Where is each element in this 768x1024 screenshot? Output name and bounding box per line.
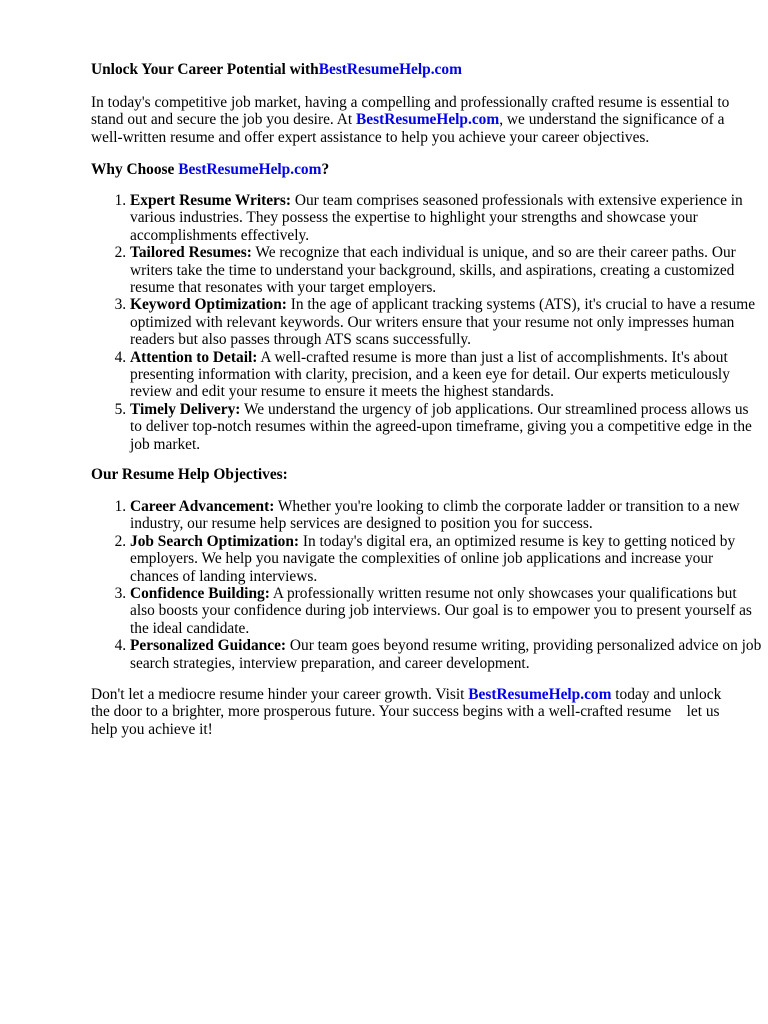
list-item-text: A professionally written resume not only showcases your qualifications but also boosts your confidence during job interviews. Our goal is to empower you to present yourself as the ideal candidate. <box>130 585 752 637</box>
intro-text-before: In today's competitive job market, having a compelling and professionally crafted resume is essential to stand out and secure the job you desire. At <box>91 94 730 129</box>
why-choose-list <box>91 192 762 453</box>
closing-link[interactable]: BestResumeHelp.com <box>468 686 612 703</box>
objectives-heading: Our Resume Help Objectives: <box>91 466 288 483</box>
list-item-text: Whether you're looking to climb the corporate ladder or transition to a new industry, our resume help services are designed to position you for success. <box>130 498 740 533</box>
list-item-term: Tailored Resumes: <box>130 244 252 262</box>
list-item-text: We recognize that each individual is unique, and so are their career paths. Our writers take the time to understand your background, skills, and aspirations, creating a customized resume that resonates with your target employers. <box>130 244 736 297</box>
list-item <box>130 244 762 296</box>
title-text: Unlock Your Career Potential with <box>91 61 319 78</box>
closing-paragraph <box>91 686 731 738</box>
list-item-term: Confidence Building: <box>130 585 270 603</box>
why-heading-link[interactable]: BestResumeHelp.com <box>178 161 322 178</box>
list-item <box>130 585 762 637</box>
list-item <box>130 401 762 453</box>
intro-paragraph <box>91 94 731 146</box>
list-item-text: Our team comprises seasoned professionals with extensive experience in various industries. They possess the expertise to highlight your strengths and showcase your accomplishments effectively. <box>130 192 743 244</box>
list-item <box>130 637 762 672</box>
objectives-list <box>91 498 762 672</box>
list-item <box>130 498 762 533</box>
closing-text-before: Don't let a mediocre resume hinder your career growth. Visit <box>91 686 469 703</box>
why-heading-suffix: ? <box>321 161 330 178</box>
intro-link[interactable]: BestResumeHelp.com <box>356 111 500 129</box>
list-item-text: We understand the urgency of job applications. Our streamlined process allows us to deliver top-notch resumes within the agreed-upon timeframe, giving you a competitive edge in the job market. <box>130 400 752 453</box>
list-item-term: Career Advancement: <box>130 498 275 515</box>
title-link[interactable]: BestResumeHelp.com <box>318 61 462 78</box>
closing-text-after: today and unlock the door to a brighter, more prosperous future. Your success begins with a well-crafted resume let us help you achieve it! <box>91 686 726 738</box>
list-item-term: Attention to Detail: <box>130 348 258 366</box>
list-item <box>130 296 762 348</box>
why-heading-text: Why Choose <box>91 161 179 178</box>
why-choose-heading <box>91 161 329 178</box>
list-item <box>130 349 762 401</box>
list-item-term: Expert Resume Writers: <box>130 192 291 209</box>
intro-text-after: , we understand the significance of a well-written resume and offer expert assistance to help you achieve your career objectives. <box>91 111 725 146</box>
list-item <box>130 533 762 585</box>
list-item-term: Job Search Optimization: <box>130 532 300 550</box>
page-title <box>91 61 462 78</box>
list-item-term: Timely Delivery: <box>130 400 241 418</box>
list-item-text: Our team goes beyond resume writing, providing personalized advice on job search strategies, interview preparation, and career development. <box>130 637 762 672</box>
list-item-term: Keyword Optimization: <box>130 296 287 314</box>
list-item-text: In the age of applicant tracking systems (ATS), it's crucial to have a resume optimized with relevant keywords. Our writers ensure that your resume not only impresses human readers but also passes through ATS scans successfully. <box>130 296 756 349</box>
list-item-text: A well-crafted resume is more than just a list of accomplishments. It's about presenting information with clarity, precision, and a keen eye for detail. Our experts meticulously review and edit your resume to ensure it meets the highest standards. <box>130 348 730 401</box>
list-item <box>130 192 762 244</box>
list-item-text: In today's digital era, an optimized resume is key to getting noticed by employers. We help you navigate the complexities of online job applications and increase your chances of landing interviews. <box>130 532 736 585</box>
list-item-term: Personalized Guidance: <box>130 637 287 655</box>
